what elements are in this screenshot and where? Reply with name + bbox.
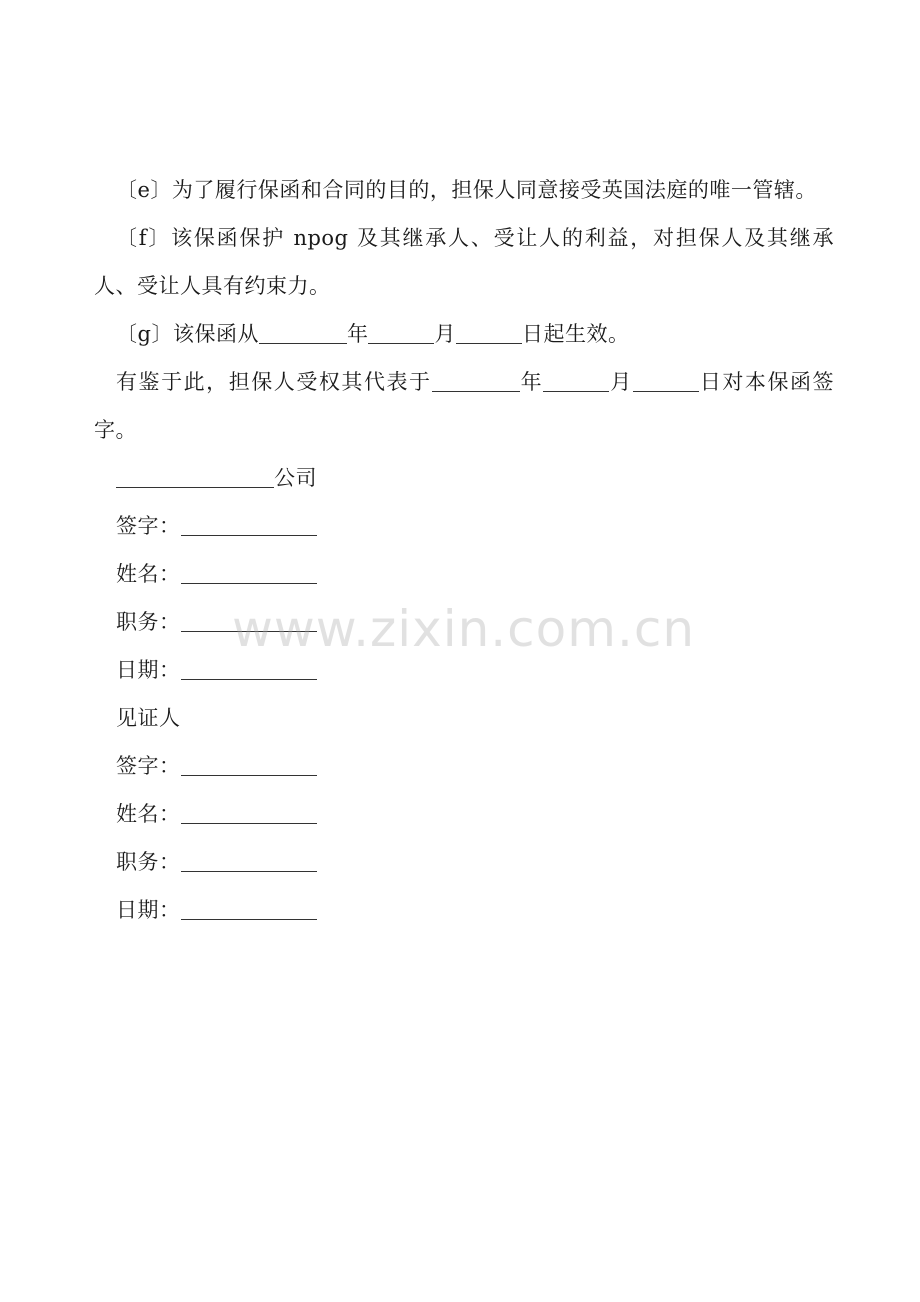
day-blank[interactable]	[456, 322, 522, 344]
field-label: 姓名：	[116, 562, 181, 586]
clause-g-prefix: 〔g〕该保函从	[116, 322, 259, 346]
company-label: 公司	[274, 466, 317, 490]
field-label: 日期：	[116, 898, 181, 922]
witness-statement-suffix: 日对本保函签字。	[94, 370, 835, 442]
clause-e: 〔e〕为了履行保函和合同的目的，担保人同意接受英国法庭的唯一管辖。	[116, 178, 817, 202]
sign-year-blank[interactable]	[432, 370, 520, 392]
company-name-blank[interactable]	[116, 466, 274, 488]
witness-date-row	[94, 886, 834, 934]
month-label: 月	[434, 322, 456, 346]
field-label: 签字：	[116, 514, 181, 538]
field-label: 职务：	[116, 850, 181, 874]
field-label: 日期：	[116, 658, 181, 682]
title-blank[interactable]	[181, 850, 317, 872]
title-blank[interactable]	[181, 610, 317, 632]
witness-name-row	[94, 790, 834, 838]
name-blank[interactable]	[181, 562, 317, 584]
company-line	[94, 454, 834, 502]
field-label: 职务：	[116, 610, 181, 634]
document-body	[94, 166, 834, 934]
sign-month-label: 月	[609, 370, 633, 394]
witness-statement	[94, 358, 834, 454]
witness-signature-row	[94, 742, 834, 790]
field-label: 姓名：	[116, 802, 181, 826]
year-label: 年	[346, 322, 369, 346]
month-blank[interactable]	[368, 322, 434, 344]
signature-blank[interactable]	[181, 754, 317, 776]
signature-blank[interactable]	[181, 514, 317, 536]
date-blank[interactable]	[181, 898, 317, 920]
clause-g	[94, 310, 834, 358]
watermark: www.zixin.com.cn	[232, 600, 696, 658]
sign-year-label: 年	[519, 370, 544, 394]
sign-day-blank[interactable]	[633, 370, 699, 392]
sign-month-blank[interactable]	[543, 370, 609, 392]
company-signature-row	[94, 502, 834, 550]
witness-title: 见证人	[116, 706, 181, 730]
clause-f: 〔f〕该保函保护 npog 及其继承人、受让人的利益，对担保人及其继承人、受让人具有约束力。	[94, 226, 834, 298]
year-blank[interactable]	[259, 322, 347, 344]
company-date-row	[94, 646, 834, 694]
company-title-row	[94, 598, 834, 646]
clause-g-suffix: 日起生效。	[521, 322, 630, 346]
name-blank[interactable]	[181, 802, 317, 824]
date-blank[interactable]	[181, 658, 317, 680]
company-name-row	[94, 550, 834, 598]
witness-statement-prefix: 有鉴于此，担保人受权其代表于	[116, 370, 432, 394]
witness-title-row	[94, 838, 834, 886]
field-label: 签字：	[116, 754, 181, 778]
